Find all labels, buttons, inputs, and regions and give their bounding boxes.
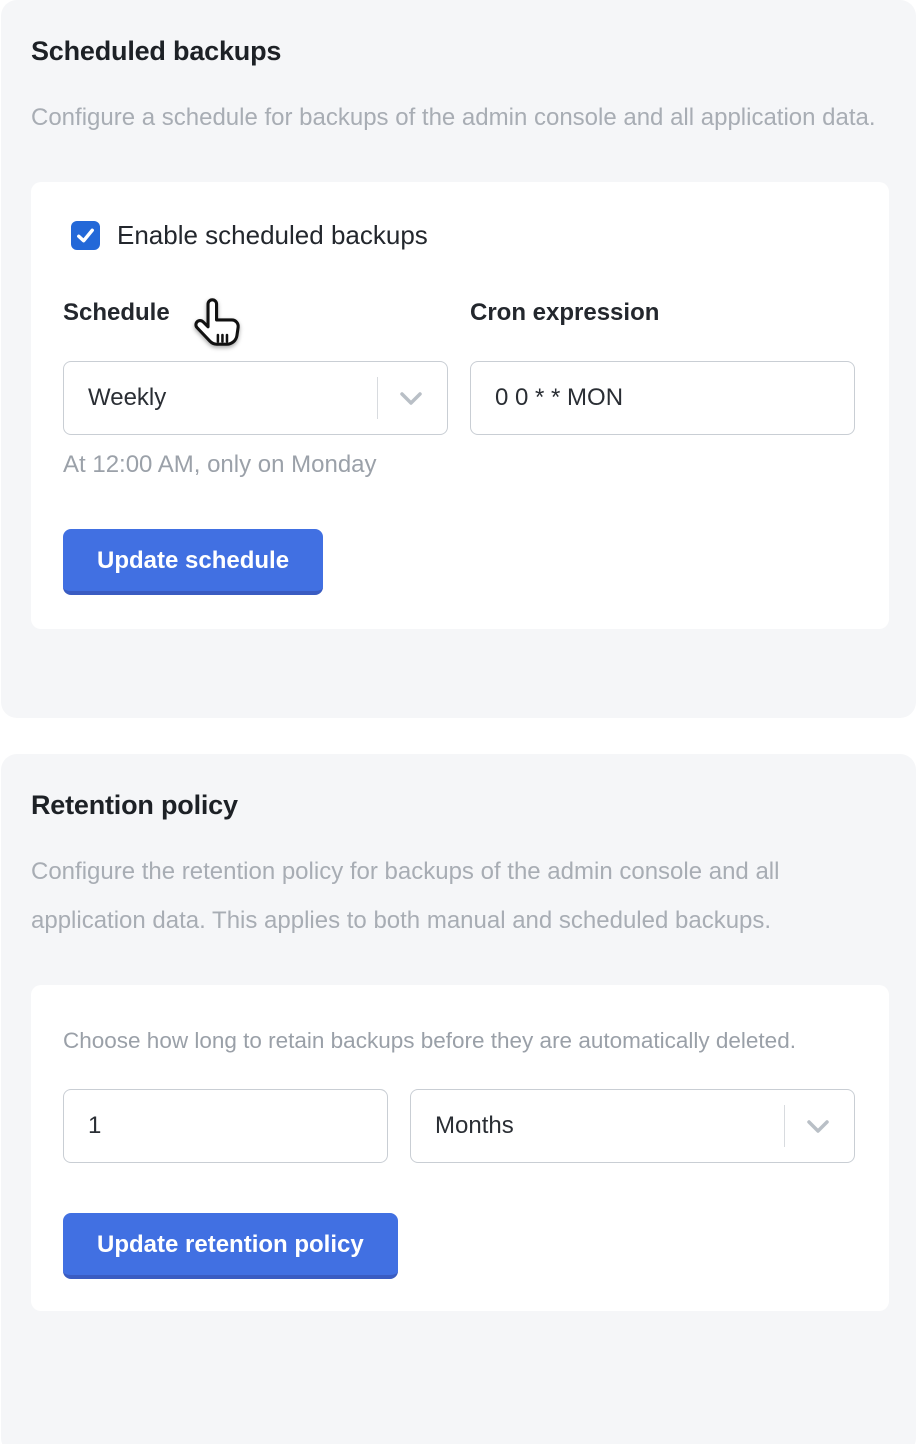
- chevron-down-icon: [399, 391, 423, 406]
- schedule-field-label: Schedule: [63, 299, 170, 326]
- retention-intro-text: Choose how long to retain backups before they are automatically deleted.: [63, 1028, 796, 1053]
- schedule-select-value: Weekly: [88, 384, 167, 411]
- retention-units-select[interactable]: [410, 1089, 855, 1163]
- retention-policy-section: [1, 754, 916, 1444]
- section-title: Retention policy: [31, 790, 238, 820]
- enable-scheduled-backups-row: [71, 220, 857, 251]
- scheduled-backups-section: [1, 0, 916, 718]
- cron-expression-field-label: Cron expression: [470, 299, 660, 326]
- update-retention-policy-button[interactable]: Update retention policy: [63, 1213, 398, 1279]
- schedule-helper-text: At 12:00 AM, only on Monday: [63, 451, 377, 478]
- retention-units-value: Months: [435, 1112, 514, 1139]
- section-gap: [0, 718, 920, 754]
- enable-scheduled-backups-checkbox[interactable]: [71, 221, 100, 250]
- section-description: Configure a schedule for backups of the admin console and all application data.: [31, 104, 876, 131]
- schedule-fields: [63, 299, 857, 435]
- select-divider: [377, 377, 378, 419]
- checkbox-label[interactable]: Enable scheduled backups: [117, 220, 428, 250]
- checkmark-icon: [75, 225, 96, 246]
- retention-card: [31, 985, 889, 1311]
- cron-expression-input[interactable]: [470, 361, 855, 435]
- update-schedule-button[interactable]: Update schedule: [63, 529, 323, 595]
- schedule-select[interactable]: [63, 361, 448, 435]
- schedule-card: [31, 182, 889, 629]
- section-description: Configure the retention policy for backups of the admin console and all application data. This applies to both manual and scheduled backups.: [31, 858, 780, 934]
- section-title: Scheduled backups: [31, 36, 282, 66]
- retention-value-input[interactable]: [63, 1089, 388, 1163]
- select-divider: [784, 1105, 785, 1147]
- retention-fields: [63, 1089, 857, 1163]
- chevron-down-icon: [806, 1119, 830, 1134]
